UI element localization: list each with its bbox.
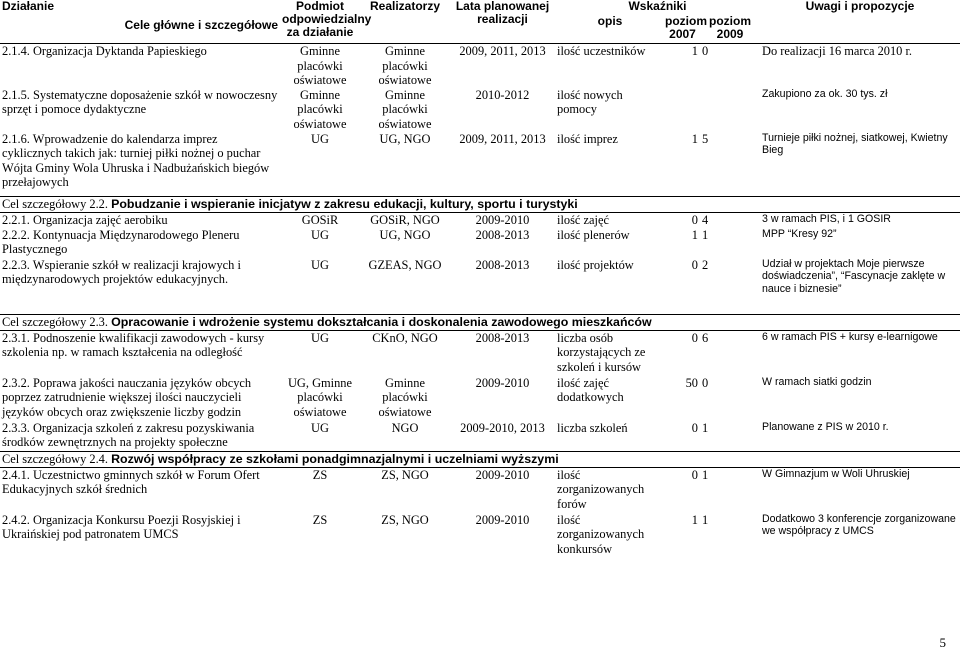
- notes-cell: Dodatkowo 3 konferencje zorganizowane we współpracy z UMCS: [762, 512, 956, 537]
- level-2009-cell: 1: [702, 512, 709, 527]
- action-cell: 2.1.5. Systematyczne doposażenie szkół w nowoczesny sprzęt i pomoce dydaktyczne: [2, 87, 278, 116]
- header-executors: Realizatorzy: [360, 0, 450, 44]
- action-cell: 2.3.3. Organizacja szkoleń z zakresu pozyskiwania środków zewnętrznych na projekty społeczne: [2, 420, 255, 449]
- action-cell: 2.3.2. Poprawa jakości nauczania języków obcych poprzez zatrudnienie większej ilości nauczycieli języków obcych oraz zwiększenie liczby godzin: [2, 375, 252, 419]
- header-indicators-label: Wskaźniki: [628, 0, 687, 13]
- level-2009-cell: 0: [702, 44, 709, 58]
- level-2009-cell: 1: [702, 227, 709, 242]
- responsible-cell: UG: [311, 330, 329, 345]
- level-2009-cell: 4: [702, 212, 709, 227]
- years-cell: 2009-2010: [475, 467, 530, 482]
- responsible-cell: ZS: [312, 512, 328, 527]
- years-cell: 2008-2013: [475, 330, 530, 345]
- notes-cell: Do realizacji 16 marca 2010 r.: [762, 44, 913, 58]
- level-2009-cell: 0: [702, 375, 709, 390]
- notes-cell: 6 w ramach PIS + kursy e-learnigowe: [762, 330, 938, 343]
- goal-cell: [0, 196, 960, 212]
- table-row: [0, 228, 960, 258]
- level-2007-cell: 0: [691, 257, 698, 272]
- goal-prefix: Cel szczegółowy 2.3.: [2, 314, 108, 329]
- executors-cell: GOSiR, NGO: [370, 212, 440, 227]
- level-2009-cell: 1: [702, 420, 709, 435]
- action-cell: 2.4.1. Uczestnictwo gminnych szkół w Forum Ofert Edukacyjnych szkół średnich: [2, 467, 260, 496]
- table-row: [0, 513, 960, 558]
- goal-title: Opracowanie i wdrożenie systemu dokształcania i doskonalenia zawodowego mieszkańców: [111, 314, 652, 329]
- goal-row-2-3: [0, 314, 960, 330]
- indicator-description-cell: ilość plenerów: [557, 227, 630, 242]
- table-row: [0, 376, 960, 421]
- level-2007-cell: 0: [691, 330, 698, 345]
- level-2007-cell: 0: [691, 467, 698, 482]
- table-row: [0, 421, 960, 452]
- header-notes: Uwagi i propozycje: [760, 0, 960, 44]
- table-row: [0, 330, 960, 376]
- action-cell: 2.1.6. Wprowadzenie do kalendarza imprez cyklicznych takich jak: turniej piłki nożnej o puchar Wójta Gminy Wola Uhruska i Nadbużańskich biegów przełajowych: [2, 131, 270, 189]
- action-cell: 2.1.4. Organizacja Dyktanda Papieskiego: [2, 44, 207, 58]
- executors-cell: Gminne placówki oświatowe: [378, 44, 432, 87]
- table-row: [0, 44, 960, 88]
- action-cell: 2.4.2. Organizacja Konkursu Poezji Rosyjskiej i Ukraińskiej pod patronatem UMCS: [2, 512, 241, 541]
- goal-title: Rozwój współpracy ze szkołami ponadgimnazjalnymi i uczelniami wyższymi: [111, 451, 559, 466]
- level-2009-cell: [700, 88, 760, 132]
- notes-cell: Udział w projektach Moje pierwsze doświadczenia”, “Fascynacje zaklęte w nauce i biznesie”: [762, 257, 946, 295]
- header-level-2007: poziom 2007: [665, 14, 707, 41]
- responsible-cell: UG, Gminne placówki oświatowe: [287, 375, 352, 419]
- executors-cell: ZS, NGO: [381, 467, 429, 482]
- responsible-cell: GOSiR: [301, 212, 339, 227]
- indicator-description-cell: ilość zajęć dodatkowych: [557, 375, 624, 404]
- level-2007-cell: 1: [691, 227, 698, 242]
- header-action-label: Działanie: [2, 0, 55, 13]
- header-description: opis: [597, 14, 623, 28]
- indicator-description-cell: ilość zorganizowanych konkursów: [557, 512, 645, 556]
- years-cell: 2009-2010: [475, 375, 530, 390]
- indicator-description-cell: ilość zajęć: [557, 212, 609, 227]
- action-cell: 2.2.2. Kontynuacja Międzynarodowego Pleneru Plastycznego: [2, 227, 240, 256]
- goal-cell: [0, 451, 960, 467]
- header-goals-label: Cele główne i szczegółowe: [124, 18, 278, 32]
- indicator-description-cell: ilość zorganizowanych forów: [557, 467, 645, 511]
- level-2007-cell: 1: [691, 512, 698, 527]
- executors-cell: CKnO, NGO: [372, 330, 438, 345]
- indicator-description-cell: liczba osób korzystających ze szkoleń i kursów: [557, 330, 646, 374]
- responsible-cell: Gminne placówki oświatowe: [293, 44, 347, 87]
- level-2009-cell: 6: [702, 330, 709, 345]
- table-row: [0, 258, 960, 315]
- years-cell: 2008-2013: [475, 227, 530, 242]
- level-2007-cell: 0: [691, 212, 698, 227]
- years-cell: 2009, 2011, 2013: [459, 44, 546, 58]
- executors-cell: GZEAS, NGO: [368, 257, 442, 272]
- level-2007-cell: 50: [685, 375, 698, 390]
- notes-cell: Zakupiono za ok. 30 tys. zł: [762, 87, 888, 100]
- executors-cell: Gminne placówki oświatowe: [378, 375, 432, 419]
- executors-cell: UG, NGO: [379, 131, 431, 146]
- indicator-description-cell: liczba szkoleń: [557, 420, 628, 435]
- years-cell: 2009, 2011, 2013: [459, 131, 546, 146]
- notes-cell: Planowane z PIS w 2010 r.: [762, 420, 889, 433]
- action-cell: 2.2.1. Organizacja zajęć aerobiku: [2, 212, 168, 227]
- responsible-cell: UG: [311, 420, 329, 435]
- level-2009-cell: 1: [702, 467, 709, 482]
- action-cell: 2.3.1. Podnoszenie kwalifikacji zawodowych - kursy szkolenia np. w ramach kształcenia na odległość: [2, 330, 265, 359]
- responsible-cell: UG: [311, 227, 329, 242]
- goal-title: Pobudzanie i wspieranie inicjatyw z zakresu edukacji, kultury, sportu i turystyki: [111, 196, 578, 211]
- level-2009-cell: 2: [702, 257, 709, 272]
- page-number: 5: [939, 635, 946, 650]
- table-row: [0, 132, 960, 197]
- goal-cell: [0, 314, 960, 330]
- responsible-cell: ZS: [312, 467, 328, 482]
- notes-cell: Turnieje piłki nożnej, siatkowej, Kwietny Bieg: [762, 131, 948, 156]
- level-2007-cell: 1: [691, 44, 698, 58]
- level-2009-cell: 5: [702, 131, 709, 146]
- years-cell: 2008-2013: [475, 257, 530, 272]
- years-cell: 2010-2012: [475, 87, 530, 102]
- goal-row-2-2: [0, 196, 960, 212]
- goal-row-2-4: [0, 451, 960, 467]
- header-years: Lata planowanej realizacji: [450, 0, 555, 44]
- notes-cell: MPP “Kresy 92”: [762, 227, 837, 240]
- executors-cell: Gminne placówki oświatowe: [378, 87, 432, 131]
- level-2007-cell: [665, 88, 700, 132]
- executors-cell: NGO: [391, 420, 419, 435]
- indicator-description-cell: ilość uczestników: [557, 44, 646, 58]
- header-action: [0, 0, 280, 44]
- years-cell: 2009-2010: [475, 212, 530, 227]
- header-level-2009: poziom 2009: [709, 14, 751, 41]
- executors-cell: ZS, NGO: [381, 512, 429, 527]
- level-2007-cell: 1: [691, 131, 698, 146]
- years-cell: 2009-2010, 2013: [460, 420, 545, 435]
- indicator-description-cell: ilość nowych pomocy: [557, 87, 623, 116]
- indicator-description-cell: ilość projektów: [557, 257, 634, 272]
- responsible-cell: UG: [311, 131, 329, 146]
- action-cell: 2.2.3. Wspieranie szkół w realizacji krajowych i międzynarodowych projektów edukacyjnych.: [2, 257, 241, 286]
- notes-cell: W Gimnazjum w Woli Uhruskiej: [762, 467, 910, 480]
- years-cell: 2009-2010: [475, 512, 530, 527]
- header-responsible: Podmiot odpowiedzialny za działanie: [280, 0, 360, 44]
- responsible-cell: UG: [311, 257, 329, 272]
- table-row: [0, 467, 960, 513]
- executors-cell: UG, NGO: [379, 227, 431, 242]
- indicator-description-cell: ilość imprez: [557, 131, 618, 146]
- notes-cell: 3 w ramach PIS, i 1 GOSIR: [762, 212, 891, 225]
- goal-prefix: Cel szczegółowy 2.4.: [2, 451, 108, 466]
- table-row: [0, 88, 960, 132]
- header-indicators: [555, 0, 760, 44]
- goal-prefix: Cel szczegółowy 2.2.: [2, 196, 108, 211]
- level-2007-cell: 0: [691, 420, 698, 435]
- notes-cell: W ramach siatki godzin: [762, 375, 872, 388]
- table-row: [0, 212, 960, 228]
- table-header-row: [0, 0, 960, 44]
- responsible-cell: Gminne placówki oświatowe: [293, 87, 347, 131]
